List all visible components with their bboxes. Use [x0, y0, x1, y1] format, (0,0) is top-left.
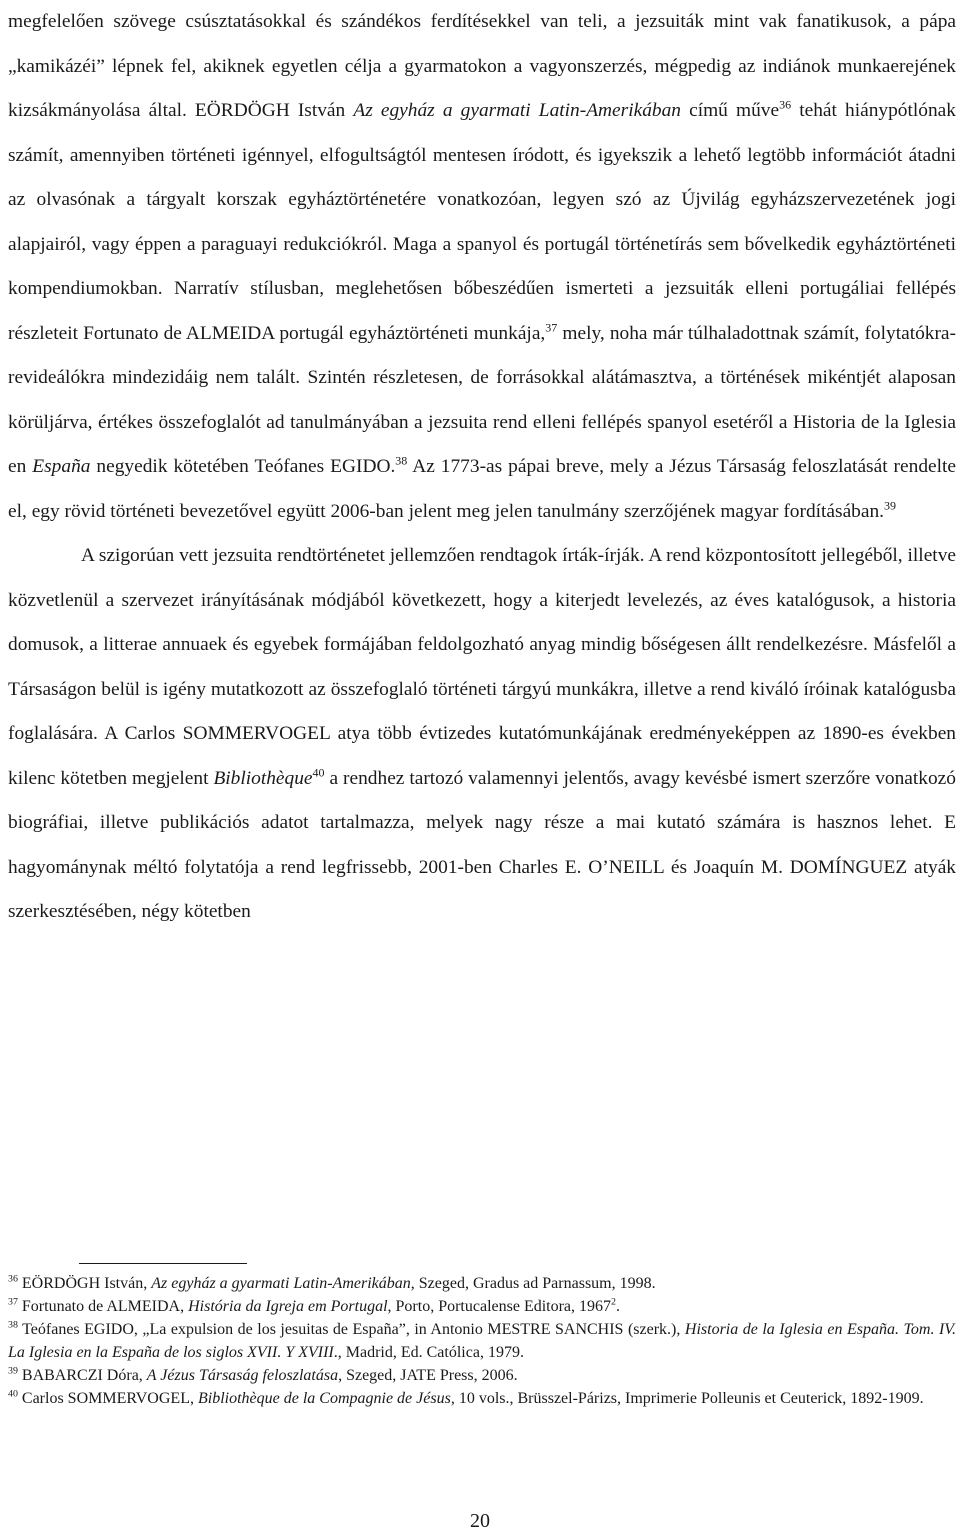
footnote-37: $^{37}$ Fortunato de ALMEIDA, História da Igreja em Portugal, Porto, Portucalense Editora, 1967$^2$.: [8, 1296, 620, 1315]
footnote-ref-36[interactable]: 36: [779, 97, 792, 112]
footnote-ref-37[interactable]: 37: [545, 320, 558, 335]
paragraph-2: A szigorúan vett jezsuita rendtörténetet jellemzően rendtagok írták-írják. A rend központosított jellegéből, illetve közvetlenül a szervezet irányításának módjából következett, hogy a kiterjedt levelezés, az éves katalógusok, a historia domusok, a litterae annuaek és egyebek formájában feldolgozható anyag mindig bőségesen állt rendelkezésre. Másfelől a Társaságon belül is igény mutatkozott az összefoglaló történeti tárgyú munkákra, illetve a rend kiváló íróinak katalógusba foglalására. A Carlos SOMMERVOGEL atya több évtizedes kutatómunkájának eredményeképpen az 1890-es években kilenc kötetben megjelent Bibliothèque$^{40}$ a rendhez tartozó valamennyi jelentős, avagy kevésbé ismert szerzőre vonatkozó biográfiai, illetve publikációs adatot tartalmazza, melyek nagy része a mai kutató számára is hasznos lehet. E hagyománynak méltó folytatója a rend legfrissebb, 2001-ben Charles E. O’NEILL és Joaquín M. DOMÍNGUEZ atyák szerkesztésében, négy kötetben: [8, 545, 956, 922]
footnote-ref-39[interactable]: 39: [884, 498, 897, 513]
footnotes: [8, 1272, 956, 1410]
page-number: 20: [470, 1510, 490, 1532]
footnote-ref-38[interactable]: 38: [395, 453, 408, 468]
footnote-40: $^{40}$ Carlos SOMMERVOGEL, Bibliothèque de la Compagnie de Jésus, 10 vols., Brüsszel-Párizs, Imprimerie Polleunis et Ceuterick, 1892-1909.: [8, 1388, 924, 1407]
paragraph-1: megfelelően szövege csúsztatásokkal és szándékos ferdítésekkel van teli, a jezsuiták mint vak fanatikusok, a pápa „kamikázéi” lépnek fel, akiknek egyetlen célja a gyarmatokon a vagyonszerzés, mégpedig az indiánok munkaerejének kizsákmányolása által. EÖRDÖGH István Az egyház a gyarmati Latin-Amerikában című műve$^{36}$ tehát hiánypótlónak számít, amennyiben történeti igénnyel, elfogultságtól mentesen íródott, és igyekszik a lehető legtöbb információt átadni az olvasónak a tárgyalt korszak egyháztörténetére vonatkozóan, legyen szó az Újvilág egyházszervezetének jogi alapjairól, vagy éppen a paraguayi redukciókról. Maga a spanyol és portugál történetírás sem bővelkedik egyháztörténeti kompendiumokban. Narratív stílusban, meglehetősen bőbeszédűen ismerteti a jezsuiták elleni portugáliai fellépés részleteit Fortunato de ALMEIDA portugál egyháztörténeti munkája,$^{37}$ mely, noha már túlhaladottnak számít, folytatókra-revideálókra mindezidáig nem talált. Szintén részletesen, de forrásokkal alátámasztva, a történések mikéntjét alaposan körüljárva, értékes összefoglalót ad tanulmányában a jezsuita rend elleni fellépés spanyol esetéről a Historia de la Iglesia en España negyedik kötetében Teófanes EGIDO.$^{38}$ Az 1773-as pápai breve, mely a Jézus Társaság feloszlatását rendelte el, egy rövid történeti bevezetővel együtt 2006-ban jelent meg jelen tanulmány szerzőjének magyar fordításában.$^{39}$: [8, 11, 957, 522]
footnote-39: $^{39}$ BABARCZI Dóra, A Jézus Társaság feloszlatása, Szeged, JATE Press, 2006.: [8, 1365, 518, 1384]
body-text: [8, 0, 956, 935]
book-title: Az egyház a gyarmati Latin-Amerikában: [353, 100, 681, 121]
book-title: España: [32, 456, 91, 477]
footnote-38: $^{38}$ Teófanes EGIDO, „La expulsion de los jesuitas de España”, in Antonio MESTRE SANCHIS (szerk.), Historia de la Iglesia en España. Tom. IV. La Iglesia en la España de los siglos XVII. Y XVIII., Madrid, Ed. Católica, 1979.: [8, 1319, 957, 1361]
footnote-separator: [79, 1263, 247, 1264]
footnote-ref-40[interactable]: 40: [312, 765, 325, 780]
book-title: Bibliothèque: [213, 767, 313, 789]
footnote-36: $^{36}$ EÖRDÖGH István, Az egyház a gyarmati Latin-Amerikában, Szeged, Gradus ad Parnassum, 1998.: [8, 1273, 656, 1292]
